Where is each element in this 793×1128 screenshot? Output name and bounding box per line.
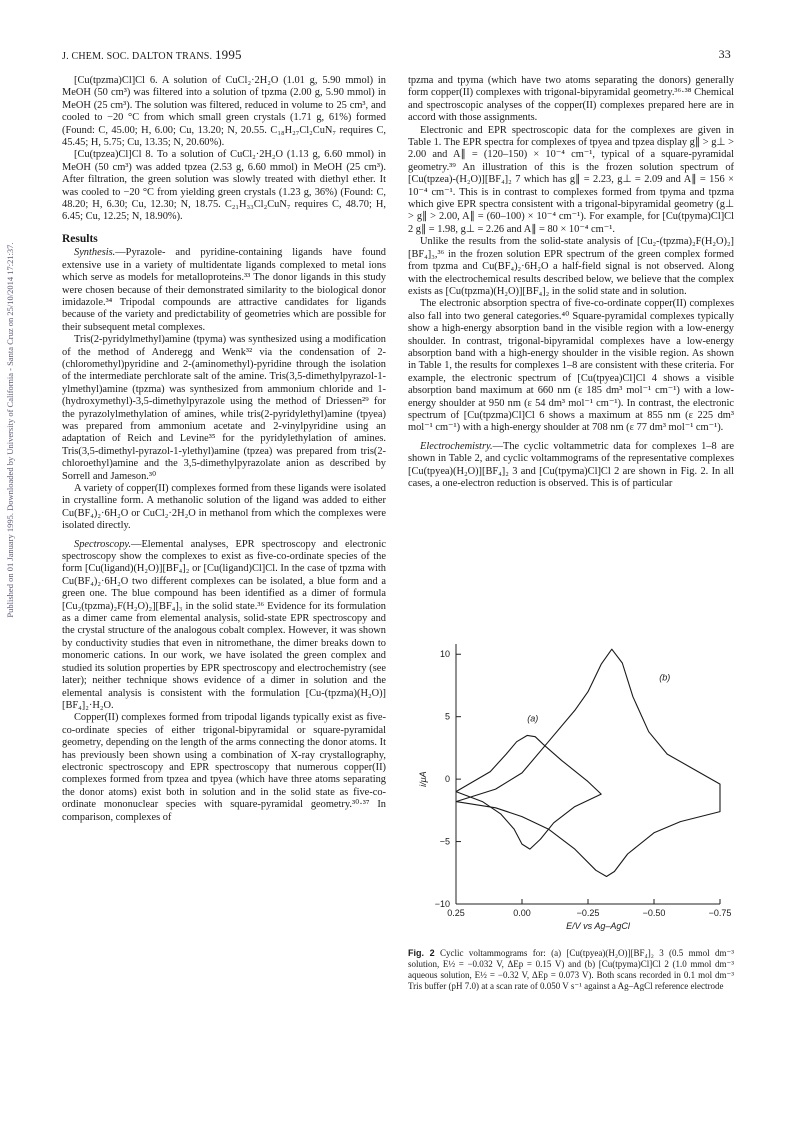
series-line-b: [456, 649, 720, 876]
x-tick-label: −0.50: [642, 908, 666, 918]
y-tick-label: −10: [434, 899, 450, 909]
page-number: 33: [718, 47, 731, 61]
figure-caption-text: Cyclic voltammograms for: (a) [Cu(tpyea)(H₂O)][BF₄]₂ 3 (0.5 mmol dm⁻³ solution, E½ = −0.032 V, ΔEp = 0.15 V) and (b) [Cu(tpyma)Cl]Cl 2 (1.0 mmol dm⁻³ aqueous solution, E½ = −0.32 V, ΔEp = 0.073 V). Both scans recorded in 0.1 mol dm⁻³ Tris buffer (pH 7.0) at a scan rate of 0.050 V s⁻¹ against a Ag–AgCl reference electrode: [408, 948, 734, 991]
x-tick-label: 0.25: [447, 908, 465, 918]
journal-citation: [62, 47, 242, 63]
paragraph-electronic-spectra: The electronic absorption spectra of five-co-ordinate copper(II) complexes also fall into two general categories.⁴⁰ Square-pyramidal complexes typically show a high-energy absorption band in the visible region with a low-energy shoulder. In contrast, trigonal-bipyramidal complexes have a low-energy absorption band with a high-energy shoulder in the visible region. As shown in Table 1, the results for complexes 1–8 are consistent with these criteria. For example, the electronic spectrum of [Cu(tpyea)Cl]Cl 4 shows a visible absorption band maximum at 660 nm (ε 185 dm³ mol⁻¹ cm⁻¹) with a low-energy shoulder at 950 nm (ε 54 dm³ mol⁻¹ cm⁻¹). In contrast, the electronic spectrum of [Cu(tpzma)Cl]Cl 6 shows a maximum at 855 nm (ε 225 dm³ mol⁻¹ cm⁻¹) with a high-energy shoulder at 708 nm (ε 77 dm³ mol⁻¹ cm⁻¹).: [408, 298, 734, 434]
paragraph-geometry: Copper(II) complexes formed from tripodal ligands typically exist as five-co-ordinate species of either trigonal-bipyramidal or square-pyramidal geometry, depending on the length of the arms connecting the donor atoms. It has previously been shown using a combination of X-ray crystallography, electronic spectroscopy and EPR spectroscopy that numerous copper(II) complexes formed from tpzea and tpyea (which have three atoms separating the donor atoms) exist both in solution and in the solid state as five-co-ordinate mononuclear species with square-pyramidal geometry.³⁰·³⁷ In comparison, complexes of: [62, 712, 386, 823]
left-column: [62, 75, 386, 824]
x-tick-label: −0.75: [708, 908, 732, 918]
y-tick-label: 5: [444, 711, 450, 722]
paragraph-frozen-solution: Unlike the results from the solid-state analysis of [Cu₂-(tpzma)₂F(H₂O)₂][BF₄]₃,³⁶ in the frozen solution EPR spectrum of the green complex formed from tpzma and Cu(BF₄)₂·6H₂O a half-field signal is not observed. Along with the electrochemical results described below, we believe that the complex exists as [Cu(tpzma)(H₂O)][BF₄]₂ in the solid state and in solution.: [408, 236, 734, 297]
x-axis-title: E/V vs Ag–AgCl: [566, 921, 630, 931]
y-tick-label: 10: [439, 649, 450, 660]
journal-year: 1995: [214, 47, 242, 62]
download-notice: [2, 195, 18, 665]
paragraph-spectroscopy: [62, 539, 386, 713]
paragraph-complex-formation: A variety of copper(II) complexes formed from these ligands were isolated in crystalline form. A methanolic solution of the ligand was added to either Cu(BF₄)₂·6H₂O or CuCl₂·2H₂O in methanol from which the complexes were isolated directly.: [62, 483, 386, 532]
y-tick-label: −5: [439, 836, 450, 847]
right-column: [408, 75, 734, 490]
figure-2-cyclic-voltammogram: [408, 640, 734, 938]
x-tick-label: −0.25: [576, 908, 600, 918]
section-heading-results: Results: [62, 232, 98, 245]
y-axis-title: i/μA: [418, 771, 428, 787]
paragraph-continued: tpzma and tpyma (which have two atoms separating the donors) generally form copper(II) complexes with trigonal-bipyramidal geometry.³⁶·³⁸ Chemical and spectroscopic analyses of the copper(II) complexes prepared here are in accord with those assignments.: [408, 75, 734, 124]
subheading-synthesis: Synthesis.: [74, 247, 116, 259]
figure-label: Fig. 2: [408, 948, 435, 958]
series-label-b: (b): [659, 672, 671, 683]
download-notice-text: Published on 01 January 1995. Downloaded by University of California - Santa Cruz on 25/10/2014 17:21:37.: [5, 242, 15, 618]
x-tick-label: 0.00: [513, 908, 531, 918]
subheading-electrochemistry: Electrochemistry.: [420, 440, 493, 452]
series-line-a: [456, 735, 601, 849]
synthesis-text: —Pyrazole- and pyridine-containing ligands have found extensive use in a variety of multidentate ligands complexed to metal ions which serve as models for metalloproteins.³³ The donor ligands in this study were chosen because of their demonstrated similarity to the biological donor imidazole.³⁴ Tripodal compounds are attractive candidates for ligands because of the variety and predictability of geometries which are possible for their subsequent metal complexes.: [62, 247, 386, 333]
figure-caption: [408, 948, 734, 992]
electrochem-text: —The cyclic voltammetric data for complexes 1–8 are shown in Table 2, and cyclic voltammograms of the representative complexes [Cu(tpyea)(H₂O)][BF₄]₂ 3 and [Cu(tpyma)Cl]Cl 2 are shown in Fig. 2. In all cases, a one-electron reduction is observed. This is of particular: [408, 440, 734, 489]
paragraph-ligand-synthesis: Tris(2-pyridylmethyl)amine (tpyma) was synthesized using a modification of the method of Anderegg and Wenk³² via the condensation of 2-(chloromethyl)pyridine and 2-(aminomethyl)-pyridine through the isolation of the intermediate perchlorate salt of the amine. Tris(3,5-dimethylpyrazol-1-ylmethyl)amine (tpzma) was synthesized from ammonium chloride and 1-(hydroxymethyl)-3,5-dimethylpyrazole using the method of Driessen²⁹ for the pyrazolylmethylation of amines, while tris(2-pyridylethyl)amine (tpyea) was prepared from ammonium acetate and 2-vinylpyridine using an adaptation of Reich and Levine³⁵ for the pyridylethylation of amines. Tris(3,5-dimethyl-pyrazol-1-ylethyl)amine (tpzea) was prepared from tris(2-chloroethyl)amine and the 3,5-dimethylpyrazolate anion as described by Sorrell and Jameson.³⁰: [62, 334, 386, 482]
series-label-a: (a): [527, 713, 539, 724]
journal-name: J. CHEM. SOC. DALTON TRANS.: [62, 51, 213, 62]
paragraph-epr-data: Electronic and EPR spectroscopic data for the complexes are given in Table 1. The EPR spectra for complexes of tpyea and tpzea display g∥ > g⊥ > 2.00 and A∥ = (120–150) × 10⁻⁴ cm⁻¹, typical of a square-pyramidal geometry.³⁹ An illustration of this is the frozen solution spectrum of [Cu(tpzea)-(H₂O)][BF₄]₂ 7 which has g∥ = 2.23, g⊥ = 2.09 and A∥ = 156 × 10⁻⁴ cm⁻¹. This is in contrast to complexes formed from tpyma and tpzma which give EPR spectra consistent with a trigonal-bipyramidal geometry (g⊥ > g∥ > 2.00, A∥ = (60–100) × 10⁻⁴ cm⁻¹). For example, for [Cu(tpyma)Cl]Cl 2 g∥ = 1.98, g⊥ = 2.26 and A∥ = 80 × 10⁻⁴ cm⁻¹.: [408, 124, 734, 235]
y-tick-label: 0: [444, 774, 450, 785]
paragraph-complex-6: [Cu(tpzma)Cl]Cl 6. A solution of CuCl₂·2H₂O (1.01 g, 5.90 mmol) in MeOH (50 cm³) was filtered into a solution of tpzma (2.00 g, 5.90 mmol) in MeOH (25 cm³). The solution was filtered, reduced in volume to 25 cm³, and cooled to −20 °C from which small green crystals (1.71 g, 61%) formed (Found: C, 45.00; H, 6.00; Cu, 13.20; N, 20.55. C₁₈H₂₇Cl₂CuN₇ requires C, 45.45; H, 5.75; Cu, 13.35; N, 20.60%).: [62, 75, 386, 149]
paragraph-complex-8: [Cu(tpzea)Cl]Cl 8. To a solution of CuCl₂·2H₂O (1.13 g, 6.60 mmol) in MeOH (50 cm³) was added tpzea (2.53 g, 6.60 mmol) in MeOH (25 cm³). After filtration, the green solution was slowly treated with diethyl ether. It was cooled to −20 °C from yielding green crystals (1.23 g, 36%) (Found: C, 48.20; H, 6.30; Cu, 12.30; N, 18.75. C₂₁H₃₃Cl₂CuN₇ requires C, 48.70; H, 6.45; Cu, 12.25; N, 18.90%).: [62, 149, 386, 223]
cv-chart: [408, 640, 734, 938]
paragraph-synthesis: [62, 247, 386, 334]
spectroscopy-text: —Elemental analyses, EPR spectroscopy and electronic spectroscopy show the complexes to exist as five-co-ordinate species of the form [Cu(ligand)(H₂O)][BF₄]₂ or [Cu(ligand)Cl]Cl. In the case of tpzma with Cu(BF₄)₂·6H₂O two different complexes can be isolated, a blue form and a green one. The blue compound has been identified as a dimer of formula [Cu₂(tpzma)₂F(H₂O)₂][BF₄]₃ in the solid state.³⁶ Evidence for its formulation as a dimer came from elemental analysis, solid-state EPR spectroscopy and the crystal structure of the analogous cobalt complex. However, it was shown by conductivity studies that even in nitromethane, the dimer breaks down to monomeric cations. In our work, we have isolated the green complex and studied its solution properties by EPR spectroscopy and electrochemistry (see later); neither technique shows evidence of a dimer in solution and the elemental analysis is consistent with the formulation [Cu-(tpzma)(H₂O)][BF₄]₂·H₂O.: [62, 538, 386, 711]
subheading-spectroscopy: Spectroscopy.: [74, 538, 132, 550]
running-head: [62, 47, 731, 63]
paragraph-electrochemistry: [408, 441, 734, 491]
